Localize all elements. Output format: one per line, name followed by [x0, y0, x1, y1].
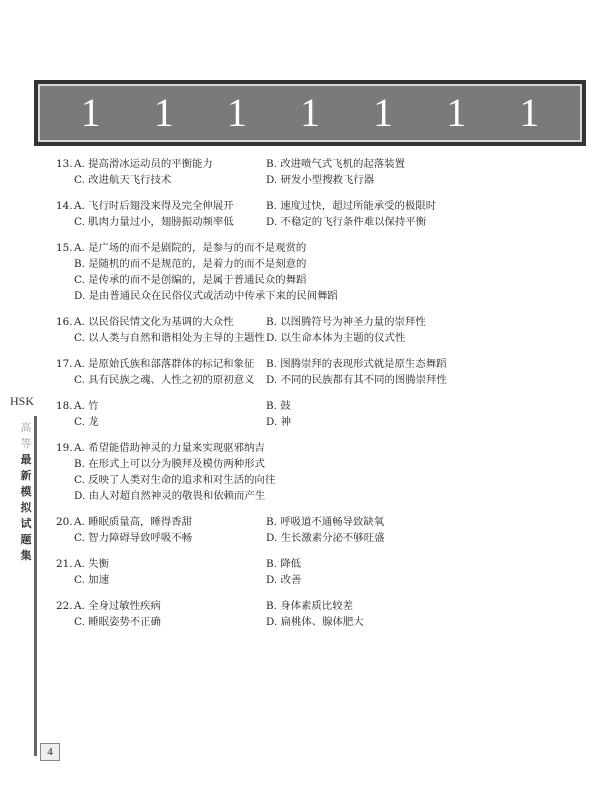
option-c: C. 以人类与自然和谐相处为主导的主题性	[74, 332, 265, 344]
option-a: A. 飞行时后翅没来得及完全伸展开	[74, 200, 234, 212]
option-a: A. 睡眠质量高，睡得香甜	[74, 516, 193, 528]
question-number: 15.	[56, 242, 73, 254]
question-item	[56, 598, 586, 630]
sidebar-rule	[34, 416, 37, 756]
banner-digit: 1	[446, 90, 467, 135]
option-d: D. 是由普通民众在民俗仪式或活动中传承下来的民间舞蹈	[74, 290, 338, 302]
option-d: D. 研发小型搜救飞行器	[266, 174, 375, 186]
option-b: B. 速度过快，超过所能承受的极限时	[266, 200, 437, 212]
option-d: D. 扁桃体、腺体肥大	[266, 616, 364, 628]
banner-digit: 1	[299, 90, 320, 135]
header-banner	[34, 80, 586, 146]
sidebar-char: 集	[20, 549, 32, 562]
question-item	[56, 514, 586, 546]
option-b: B. 图腾崇拜的表现形式就是原生态舞蹈	[266, 358, 447, 370]
option-b: B. 改进喷气式飞机的起落装置	[266, 158, 405, 170]
option-a: A. 全身过敏性疾病	[74, 600, 161, 612]
option-a: A. 希望能借助神灵的力量来实现驱邪纳吉	[74, 442, 265, 454]
option-c: C. 龙	[74, 416, 99, 428]
option-c: C. 反映了人类对生命的追求和对生活的向往	[74, 474, 276, 486]
option-c: C. 肌肉力量过小，翅膀振动频率低	[74, 216, 234, 228]
option-c: C. 睡眠姿势不正确	[74, 616, 161, 628]
option-d: D. 由人对超自然神灵的敬畏和依赖而产生	[74, 490, 266, 502]
banner-digit: 1	[80, 90, 101, 135]
option-a: A. 竹	[74, 400, 99, 412]
option-b: B. 是随机的而不是规范的，是着力的而不是刻意的	[74, 258, 307, 270]
question-item	[56, 398, 586, 430]
option-b: B. 在形式上可以分为膜拜及模仿两种形式	[74, 458, 265, 470]
option-a: A. 是原始氏族和部落群体的标记和象征	[74, 358, 255, 370]
question-number: 18.	[56, 400, 73, 412]
sidebar-char: 题	[20, 533, 32, 546]
option-b: B. 身体素质比较差	[266, 600, 353, 612]
option-d: D. 神	[266, 416, 291, 428]
banner-digit: 1	[519, 90, 540, 135]
option-a: A. 以民俗民情文化为基调的大众性	[74, 316, 234, 328]
option-d: D. 不同的民族都有其不同的图腾崇拜性	[266, 374, 447, 386]
question-item	[56, 156, 586, 188]
option-d: D. 改善	[266, 574, 302, 586]
option-b: B. 以图腾符号为神圣力量的崇拜性	[266, 316, 426, 328]
question-item	[56, 356, 586, 388]
question-item	[56, 314, 586, 346]
banner-digit: 1	[153, 90, 174, 135]
question-number: 21.	[56, 558, 73, 570]
question-item	[56, 198, 586, 230]
sidebar-title-light	[21, 420, 32, 452]
option-c: C. 改进航天飞行技术	[74, 174, 172, 186]
question-number: 16.	[56, 316, 73, 328]
option-b: B. 鼓	[266, 400, 291, 412]
sidebar-char: 最	[20, 453, 32, 466]
question-number: 19.	[56, 442, 73, 454]
option-a: A. 失衡	[74, 558, 109, 570]
option-d: D. 生长激素分泌不够旺盛	[266, 532, 385, 544]
sidebar-char: 试	[20, 517, 32, 530]
option-b: B. 降低	[266, 558, 302, 570]
sidebar-char: 拟	[20, 501, 32, 514]
option-c: C. 具有民族之魂、人性之初的原初意义	[74, 374, 255, 386]
question-item	[56, 556, 586, 588]
question-number: 20.	[56, 516, 73, 528]
option-c: C. 加速	[74, 574, 109, 586]
banner-digit: 1	[226, 90, 247, 135]
sidebar-char: 模	[20, 485, 32, 498]
banner-digits	[38, 84, 582, 142]
question-number: 22.	[56, 600, 73, 612]
question-number: 13.	[56, 158, 73, 170]
question-number: 14.	[56, 200, 73, 212]
option-b: B. 呼吸道不通畅导致缺氧	[266, 516, 385, 528]
page-number: 4	[40, 743, 60, 761]
option-d: D. 以生命本体为主题的仪式性	[266, 332, 406, 344]
sidebar-char: 高	[20, 421, 32, 434]
banner-digit: 1	[373, 90, 394, 135]
question-number: 17.	[56, 358, 73, 370]
sidebar-title-dark	[21, 452, 32, 564]
option-a: A. 提高滑冰运动员的平衡能力	[74, 158, 213, 170]
option-a: A. 是广场的而不是剧院的，是参与的而不是观赏的	[74, 242, 307, 254]
question-list	[56, 156, 586, 640]
option-c: C. 是传承的而不是创编的，是属于普通民众的舞蹈	[74, 274, 307, 286]
option-d: D. 不稳定的飞行条件难以保持平衡	[266, 216, 427, 228]
sidebar-book-title	[20, 420, 32, 564]
sidebar-hsk-label: HSK	[10, 394, 35, 408]
sidebar-char: 新	[20, 469, 32, 482]
option-c: C. 智力障碍导致呼吸不畅	[74, 532, 193, 544]
sidebar-char: 等	[20, 437, 32, 450]
question-item	[56, 440, 586, 504]
question-item	[56, 240, 586, 304]
